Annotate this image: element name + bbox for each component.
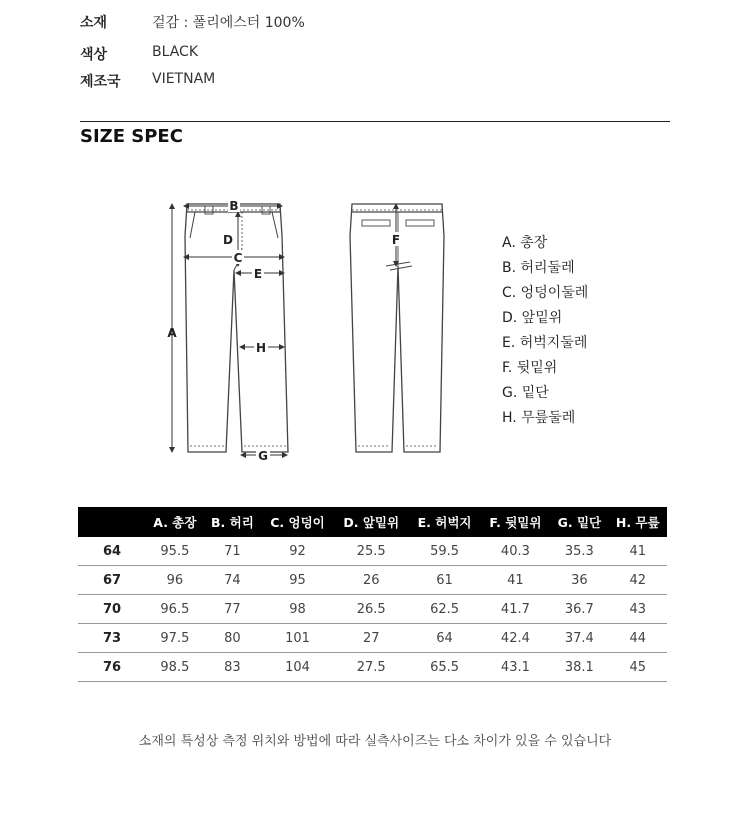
table-cell: 80 [204,624,261,653]
table-cell: 44 [608,624,667,653]
legend-item: F. 뒷밑위 [502,360,558,376]
section-title: SIZE SPEC [80,126,183,147]
info-label: 제조국 [80,74,121,90]
legend-item: B. 허리둘레 [502,260,575,276]
table-cell: 36.7 [550,595,608,624]
table-row [78,653,667,682]
table-row [78,595,667,624]
table-cell: 74 [204,566,261,595]
legend-item: C. 엉덩이둘레 [502,285,589,301]
pants-diagram [150,190,450,470]
table-cell: 27.5 [334,653,409,682]
front-pants-outline [185,204,288,452]
table-header-row [78,507,667,537]
table-row [78,566,667,595]
table-header-cell: G. 밑단 [550,507,608,537]
table-cell: 59.5 [409,537,481,566]
size-spec-table [78,507,667,682]
table-header-cell: C. 엉덩이 [261,507,334,537]
table-cell: 98.5 [146,653,204,682]
size-cell: 70 [78,595,146,624]
legend-item: G. 밑단 [502,385,549,401]
info-value: VIETNAM [152,71,216,87]
diagram-label-g: G [258,449,268,463]
table-row [78,624,667,653]
table-cell: 65.5 [409,653,481,682]
diagram-label-f: F [391,233,401,247]
table-cell: 95.5 [146,537,204,566]
table-header-cell: F. 뒷밑위 [481,507,551,537]
size-cell: 73 [78,624,146,653]
table-cell: 96.5 [146,595,204,624]
table-cell: 61 [409,566,481,595]
info-label: 소재 [80,15,108,31]
table-cell: 26 [334,566,409,595]
table-cell: 104 [261,653,334,682]
diagram-label-c: C [233,251,243,265]
table-row [78,537,667,566]
legend-item: A. 총장 [502,235,548,251]
table-cell: 98 [261,595,334,624]
table-cell: 26.5 [334,595,409,624]
size-cell: 67 [78,566,146,595]
section-divider [80,121,670,122]
table-cell: 41 [608,537,667,566]
measurement-disclaimer: 소재의 특성상 측정 위치와 방법에 따라 실측사이즈는 다소 차이가 있을 수 있습니다 [138,734,612,749]
table-header-cell: D. 앞밑위 [334,507,409,537]
table-cell: 95 [261,566,334,595]
table-cell: 41 [481,566,551,595]
table-cell: 36 [550,566,608,595]
table-cell: 97.5 [146,624,204,653]
table-cell: 37.4 [550,624,608,653]
table-cell: 45 [608,653,667,682]
table-cell: 43 [608,595,667,624]
measurement-legend [502,233,588,433]
table-cell: 38.1 [550,653,608,682]
table-cell: 92 [261,537,334,566]
diagram-label-h: H [255,341,267,355]
diagram-label-d: D [223,233,233,247]
info-label: 색상 [80,47,108,63]
table-cell: 43.1 [481,653,551,682]
table-cell: 25.5 [334,537,409,566]
table-cell: 40.3 [481,537,551,566]
table-cell: 27 [334,624,409,653]
table-cell: 42 [608,566,667,595]
table-header-cell: A. 총장 [146,507,204,537]
table-cell: 62.5 [409,595,481,624]
table-header-cell: B. 허리 [204,507,261,537]
table-cell: 41.7 [481,595,551,624]
diagram-label-a: A [167,326,177,340]
legend-item: E. 허벅지둘레 [502,335,588,351]
table-cell: 83 [204,653,261,682]
diagram-label-b: B [229,199,239,213]
info-value: 겉감 : 폴리에스터 100% [152,15,305,31]
table-cell: 64 [409,624,481,653]
table-cell: 96 [146,566,204,595]
info-value: BLACK [152,44,199,60]
table-header-cell [78,507,146,537]
table-cell: 71 [204,537,261,566]
table-header-cell: E. 허벅지 [409,507,481,537]
size-cell: 64 [78,537,146,566]
table-header-cell: H. 무릎 [608,507,667,537]
table-cell: 42.4 [481,624,551,653]
legend-item: H. 무릎둘레 [502,410,576,426]
table-cell: 35.3 [550,537,608,566]
size-cell: 76 [78,653,146,682]
legend-item: D. 앞밑위 [502,310,563,326]
diagram-label-e: E [253,267,263,281]
table-cell: 101 [261,624,334,653]
table-cell: 77 [204,595,261,624]
